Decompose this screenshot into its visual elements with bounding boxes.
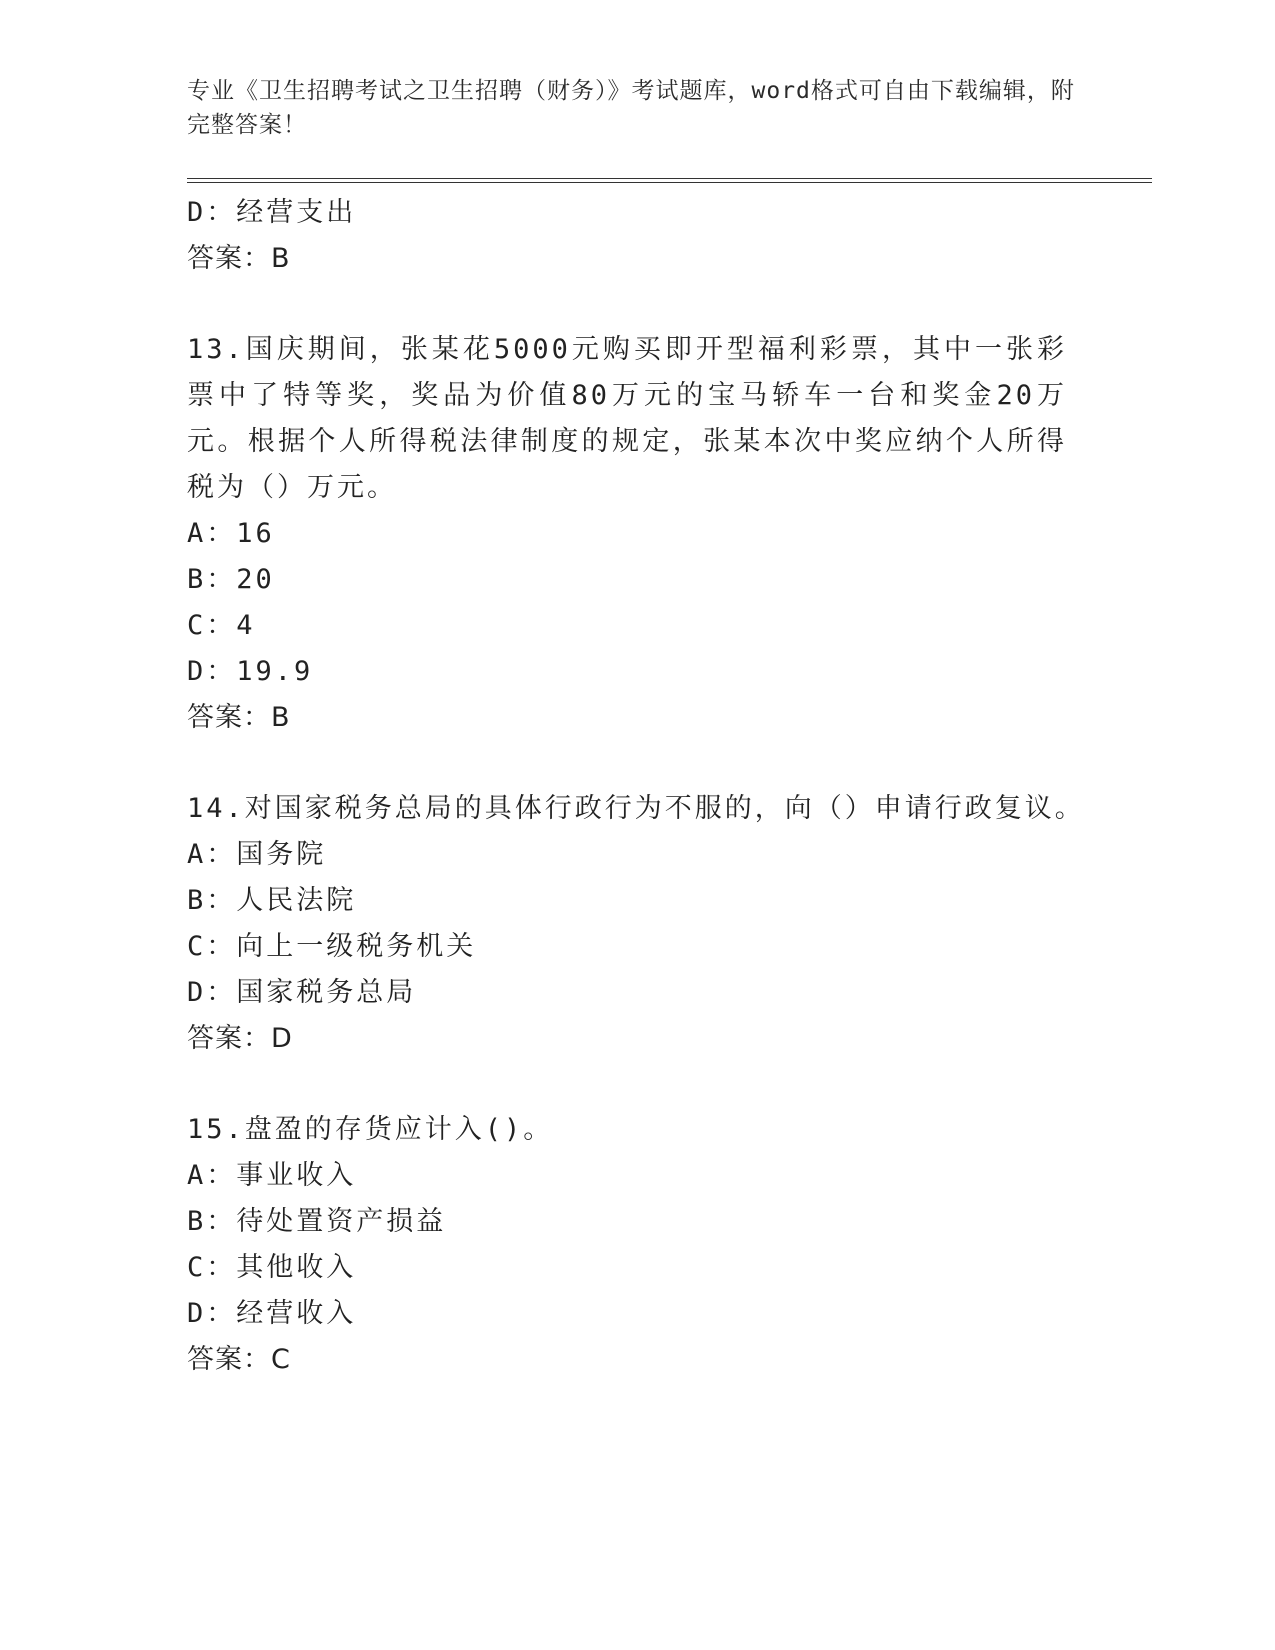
question-stem: 14.对国家税务总局的具体行政行为不服的，向（）申请行政复议。 bbox=[187, 793, 1085, 824]
option-b: B：20 bbox=[187, 564, 275, 595]
option-c: C：其他收入 bbox=[187, 1252, 357, 1283]
spacer bbox=[187, 741, 1067, 786]
option-a: A：16 bbox=[187, 518, 275, 549]
option-d: D：19.9 bbox=[187, 656, 314, 687]
document-header: 专业《卫生招聘考试之卫生招聘（财务）》考试题库，word格式可自由下载编辑，附完整答案！ bbox=[187, 78, 1075, 138]
answer: 答案：C bbox=[187, 1344, 291, 1375]
option-d: D：国家税务总局 bbox=[187, 977, 417, 1008]
question-stem: 13.国庆期间，张某花5000元购买即开型福利彩票，其中一张彩票中了特等奖，奖品为价值80万元的宝马轿车一台和奖金20万元。根据个人所得税法律制度的规定，张某本次中奖应纳个人所得税为（）万元。 bbox=[187, 334, 1067, 503]
option-a: A：事业收入 bbox=[187, 1160, 357, 1191]
header-divider bbox=[187, 178, 1152, 183]
answer: 答案：D bbox=[187, 1023, 293, 1054]
option-c: C：向上一级税务机关 bbox=[187, 931, 477, 962]
document-body bbox=[187, 190, 1085, 1383]
option-c: C：4 bbox=[187, 610, 256, 641]
spacer bbox=[187, 282, 1067, 327]
spacer bbox=[187, 1062, 1067, 1107]
option-a: A：国务院 bbox=[187, 839, 327, 870]
option-b: B：人民法院 bbox=[187, 885, 357, 916]
option-d: D：经营收入 bbox=[187, 1298, 357, 1329]
question-13 bbox=[187, 327, 1067, 741]
answer: 答案：B bbox=[187, 243, 291, 274]
question-14 bbox=[187, 786, 1085, 1062]
option-b: B：待处置资产损益 bbox=[187, 1206, 447, 1237]
question-stem: 15.盘盈的存货应计入()。 bbox=[187, 1114, 554, 1145]
answer: 答案：B bbox=[187, 702, 291, 733]
option-d: D：经营支出 bbox=[187, 197, 357, 228]
question-15 bbox=[187, 1107, 1067, 1383]
